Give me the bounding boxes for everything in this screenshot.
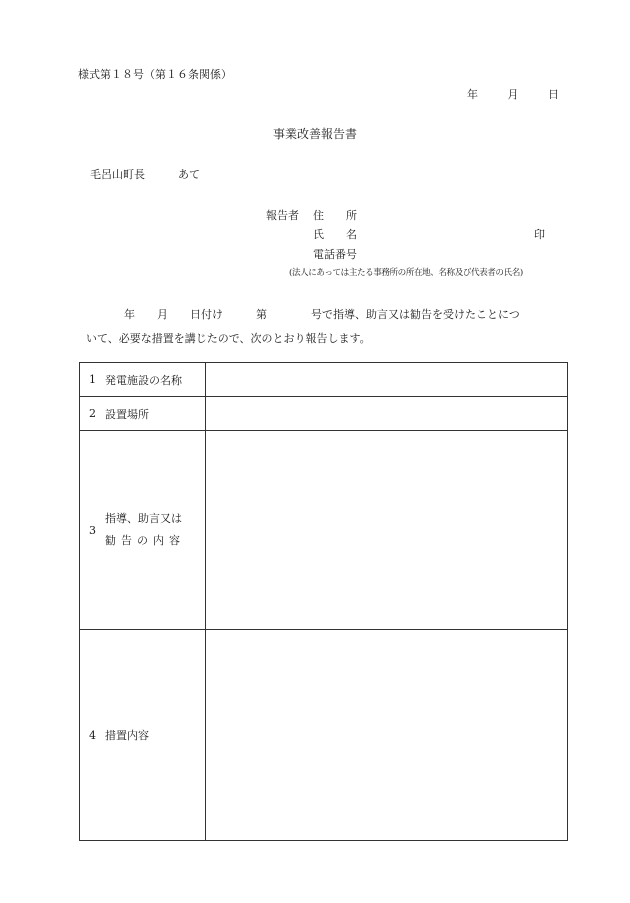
row-label-text: 発電施設の名称 <box>105 373 182 387</box>
date-month-label: 月 <box>507 88 519 101</box>
table-row <box>80 397 568 431</box>
measures-field[interactable] <box>206 630 568 841</box>
statement-line-2: いて、必要な措置を講じたので、次のとおり報告します。 <box>86 332 371 345</box>
reporter-address-label: 住 所 <box>313 209 357 222</box>
reporter-name-label: 氏 名 <box>313 228 357 241</box>
report-statement <box>86 303 554 351</box>
row-label-location <box>80 397 206 431</box>
row-label-guidance-content <box>80 431 206 630</box>
row-label-measures <box>80 630 206 841</box>
form-number: 様式第１８号（第１６条関係） <box>78 68 232 81</box>
reporter-label: 報告者 <box>266 209 299 222</box>
row-number: 2 <box>89 407 96 420</box>
addressee <box>90 166 200 182</box>
reporter-phone-label: 電話番号 <box>313 248 357 261</box>
date-day-label: 日 <box>548 88 559 101</box>
facility-name-field[interactable] <box>206 363 568 397</box>
date-year-label: 年 <box>467 88 478 101</box>
row-number: 1 <box>89 373 96 386</box>
report-date <box>467 86 559 102</box>
addressee-name: 毛呂山町長 <box>90 168 145 181</box>
row-label-line-1: 指導、助言又は <box>105 512 182 525</box>
corporate-note: (法人にあっては主たる事務所の所在地、名称及び代表者の氏名) <box>289 268 523 278</box>
row-label-text: 措置内容 <box>105 729 149 742</box>
table-row <box>80 431 568 630</box>
addressee-suffix: あて <box>178 168 200 181</box>
row-number: 3 <box>89 523 96 537</box>
seal-mark: 印 <box>534 228 545 241</box>
row-number: 4 <box>89 728 96 742</box>
statement-line-1: 年 月 日付け 第 号で指導、助言又は勧告を受けたことにつ <box>124 308 520 321</box>
row-label-facility-name <box>80 363 206 397</box>
location-field[interactable] <box>206 397 568 431</box>
guidance-content-field[interactable] <box>206 431 568 630</box>
table-row <box>80 363 568 397</box>
table-row <box>80 630 568 841</box>
document-title: 事業改善報告書 <box>272 127 357 141</box>
row-label-text: 設置場所 <box>105 407 149 421</box>
row-label-text <box>105 508 185 552</box>
report-table <box>79 362 568 841</box>
row-label-line-2: 勧告の内容 <box>105 534 185 547</box>
